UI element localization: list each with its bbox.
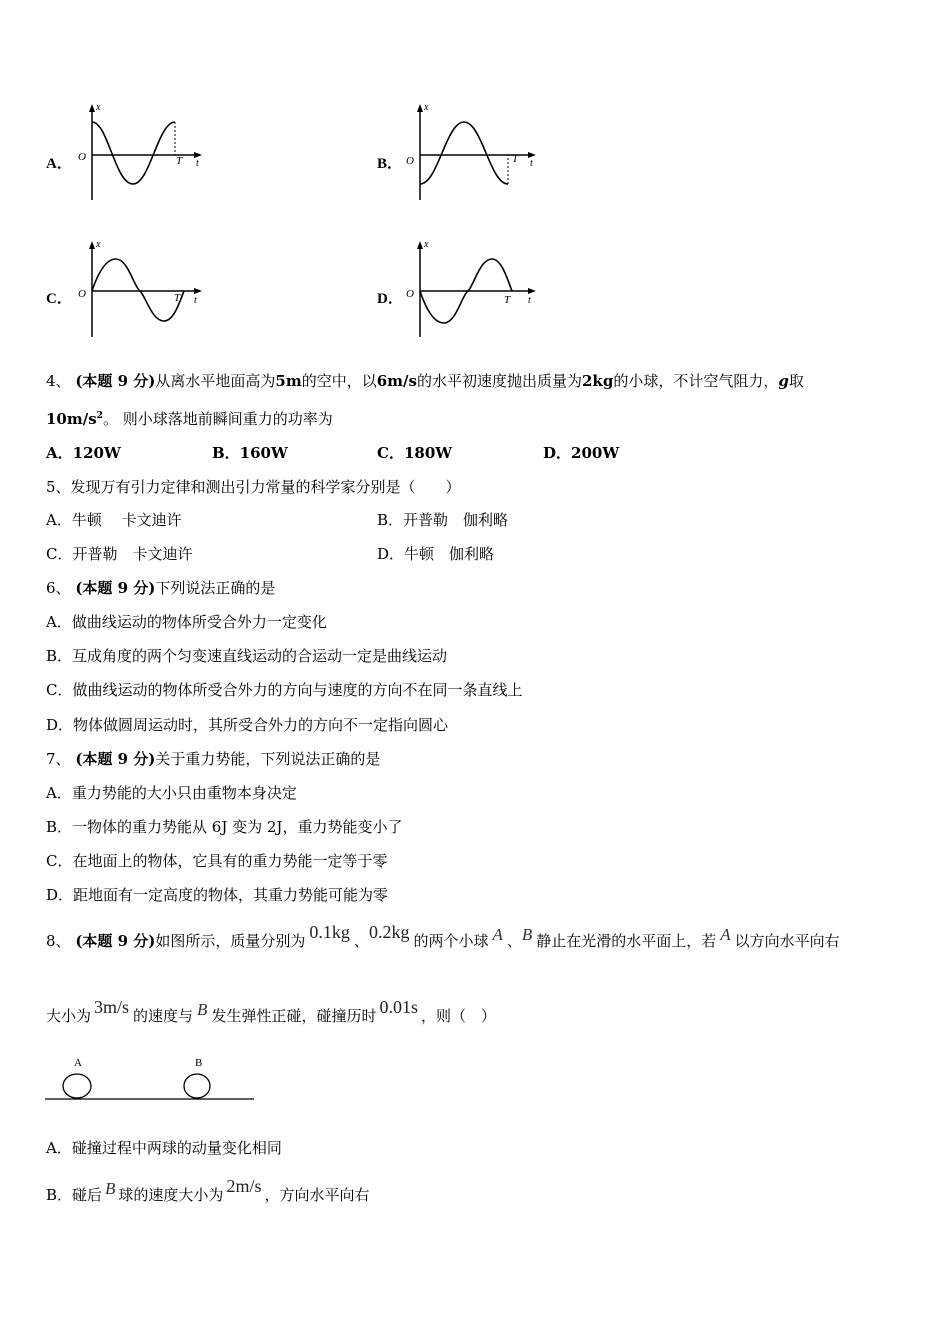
q4-stem-line2 bbox=[46, 408, 333, 429]
q4-gval: 10m/s bbox=[46, 410, 97, 428]
q6-option-d: D．物体做圆周运动时，其所受合外力的方向不一定指向圆心 bbox=[46, 716, 449, 734]
axis-t-label: t bbox=[530, 158, 533, 169]
q8-mass2: 0.2kg bbox=[368, 922, 410, 942]
q8-ball-a2: A bbox=[720, 925, 731, 944]
q4-stem-line1 bbox=[46, 370, 804, 391]
graph-c bbox=[70, 237, 220, 342]
q4-text5: 取 bbox=[788, 372, 804, 390]
q8-option-a: A．碰撞过程中两球的动量变化相同 bbox=[46, 1139, 282, 1157]
q4-option-c: C．180W bbox=[377, 444, 453, 462]
q4-mass: 2kg bbox=[582, 372, 614, 390]
q5-option-c: C．开普勒 卡文迪许 bbox=[46, 545, 193, 563]
q8-sep2: 、 bbox=[506, 932, 522, 950]
period-label: T bbox=[504, 294, 511, 306]
origin-label: O bbox=[406, 155, 414, 167]
q4-text4: 的小球，不计空气阻力， bbox=[613, 372, 779, 390]
q8-t2: 的两个小球 bbox=[413, 932, 489, 950]
q4-text1: 从离水平地面高为 bbox=[155, 372, 276, 390]
origin-label: O bbox=[406, 288, 414, 300]
q8-ball-b: B bbox=[521, 925, 533, 944]
axis-x-label: x bbox=[96, 239, 101, 250]
q8-stem-line2 bbox=[46, 997, 496, 1026]
q8-speed: 3m/s bbox=[94, 997, 130, 1017]
q4-option-a: A．120W bbox=[46, 444, 121, 462]
q4-option-d: D．200W bbox=[543, 444, 620, 462]
graph-a bbox=[70, 100, 220, 205]
fig-label-a: A bbox=[74, 1057, 82, 1069]
graph-b bbox=[398, 100, 548, 205]
q6-option-b: B．互成角度的两个匀变速直线运动的合运动一定是曲线运动 bbox=[46, 647, 448, 665]
q5-option-d: D．牛顿 伽利略 bbox=[377, 545, 495, 563]
origin-label: O bbox=[78, 288, 86, 300]
graph-d bbox=[398, 237, 548, 342]
period-label: T bbox=[176, 155, 183, 167]
option-a-label: A． bbox=[46, 156, 72, 172]
period-label: T bbox=[512, 153, 519, 165]
q4-text3: 的水平初速度抛出质量为 bbox=[416, 372, 582, 390]
q6-text: 下列说法正确的是 bbox=[155, 579, 276, 597]
q8-t4: 以方向水平向右 bbox=[734, 932, 840, 950]
axis-t-label: t bbox=[528, 295, 531, 306]
axis-t-label: t bbox=[194, 295, 197, 306]
q8-duration: 0.01s bbox=[379, 997, 418, 1017]
q7-option-a: A．重力势能的大小只由重物本身决定 bbox=[46, 784, 297, 802]
q8-optb-3: ，方向水平向右 bbox=[264, 1186, 370, 1204]
q8-t5: 大小为 bbox=[46, 1007, 92, 1025]
q8-t3: 静止在光滑的水平面上，若 bbox=[536, 932, 717, 950]
q7-number: 7、 bbox=[46, 750, 71, 768]
option-c-label: C． bbox=[46, 291, 72, 307]
q7-stem bbox=[46, 748, 380, 769]
q6-option-c: C．做曲线运动的物体所受合外力的方向与速度的方向不在同一条直线上 bbox=[46, 681, 523, 699]
q8-stem-line1 bbox=[46, 922, 840, 951]
axis-x-label: x bbox=[424, 239, 429, 250]
q8-optb-1: B．碰后 bbox=[46, 1186, 103, 1204]
q8-tag: (本题 9 分) bbox=[75, 932, 156, 950]
axis-x-label: x bbox=[424, 102, 429, 113]
q4-tag: (本题 9 分) bbox=[75, 372, 156, 390]
period-label: T bbox=[174, 292, 181, 304]
q8-optb-speed: 2m/s bbox=[226, 1176, 262, 1196]
axis-t-label: t bbox=[196, 158, 199, 169]
ball-a bbox=[63, 1074, 91, 1098]
q4-gsup: 2 bbox=[96, 411, 103, 421]
q8-t7: 发生弹性正碰，碰撞历时 bbox=[211, 1007, 377, 1025]
q5-option-a: A．牛顿 卡文迪许 bbox=[46, 511, 182, 529]
q8-t6: 的速度与 bbox=[133, 1007, 194, 1025]
q4-velocity: 6m/s bbox=[376, 372, 417, 390]
q7-option-d: D．距地面有一定高度的物体，其重力势能可能为零 bbox=[46, 886, 389, 904]
q4-text6: 。 则小球落地前瞬间重力的功率为 bbox=[102, 410, 333, 428]
q6-option-a: A．做曲线运动的物体所受合外力一定变化 bbox=[46, 613, 327, 631]
option-b-label: B． bbox=[377, 156, 403, 172]
q8-sep: 、 bbox=[353, 932, 369, 950]
q5-stem: 5、发现万有引力定律和测出引力常量的科学家分别是（ ） bbox=[46, 478, 461, 496]
q8-optb-2: 球的速度大小为 bbox=[118, 1186, 224, 1204]
q7-text: 关于重力势能，下列说法正确的是 bbox=[155, 750, 381, 768]
q8-ball-a: A bbox=[492, 925, 503, 944]
q7-option-c: C．在地面上的物体，它具有的重力势能一定等于零 bbox=[46, 852, 388, 870]
q4-height: 5m bbox=[275, 372, 302, 390]
q8-ball-b2: B bbox=[197, 1000, 208, 1019]
axis-x-label: x bbox=[96, 102, 101, 113]
q6-stem bbox=[46, 577, 275, 598]
q7-tag: (本题 9 分) bbox=[75, 750, 156, 768]
q4-option-b: B．160W bbox=[212, 444, 288, 462]
q8-number: 8、 bbox=[46, 932, 71, 950]
q8-optb-ball: B bbox=[105, 1179, 116, 1198]
q8-mass1: 0.1kg bbox=[309, 922, 350, 942]
q8-option-b bbox=[46, 1176, 370, 1205]
fig-label-b: B bbox=[195, 1057, 203, 1069]
q8-t1: 如图所示，质量分别为 bbox=[155, 932, 306, 950]
option-d-label: D． bbox=[377, 291, 403, 307]
ball-b bbox=[184, 1074, 210, 1098]
q6-number: 6、 bbox=[46, 579, 71, 597]
q4-number: 4、 bbox=[46, 372, 71, 390]
q5-option-b: B．开普勒 伽利略 bbox=[377, 511, 509, 529]
q4-text2: 的空中，以 bbox=[301, 372, 377, 390]
q8-t8: ，则（ ） bbox=[420, 1007, 496, 1025]
origin-label: O bbox=[78, 151, 86, 163]
q4-g: g bbox=[778, 372, 789, 390]
q7-option-b: B．一物体的重力势能从 6J 变为 2J，重力势能变小了 bbox=[46, 818, 403, 836]
q6-tag: (本题 9 分) bbox=[75, 579, 156, 597]
q8-figure bbox=[40, 1052, 260, 1104]
